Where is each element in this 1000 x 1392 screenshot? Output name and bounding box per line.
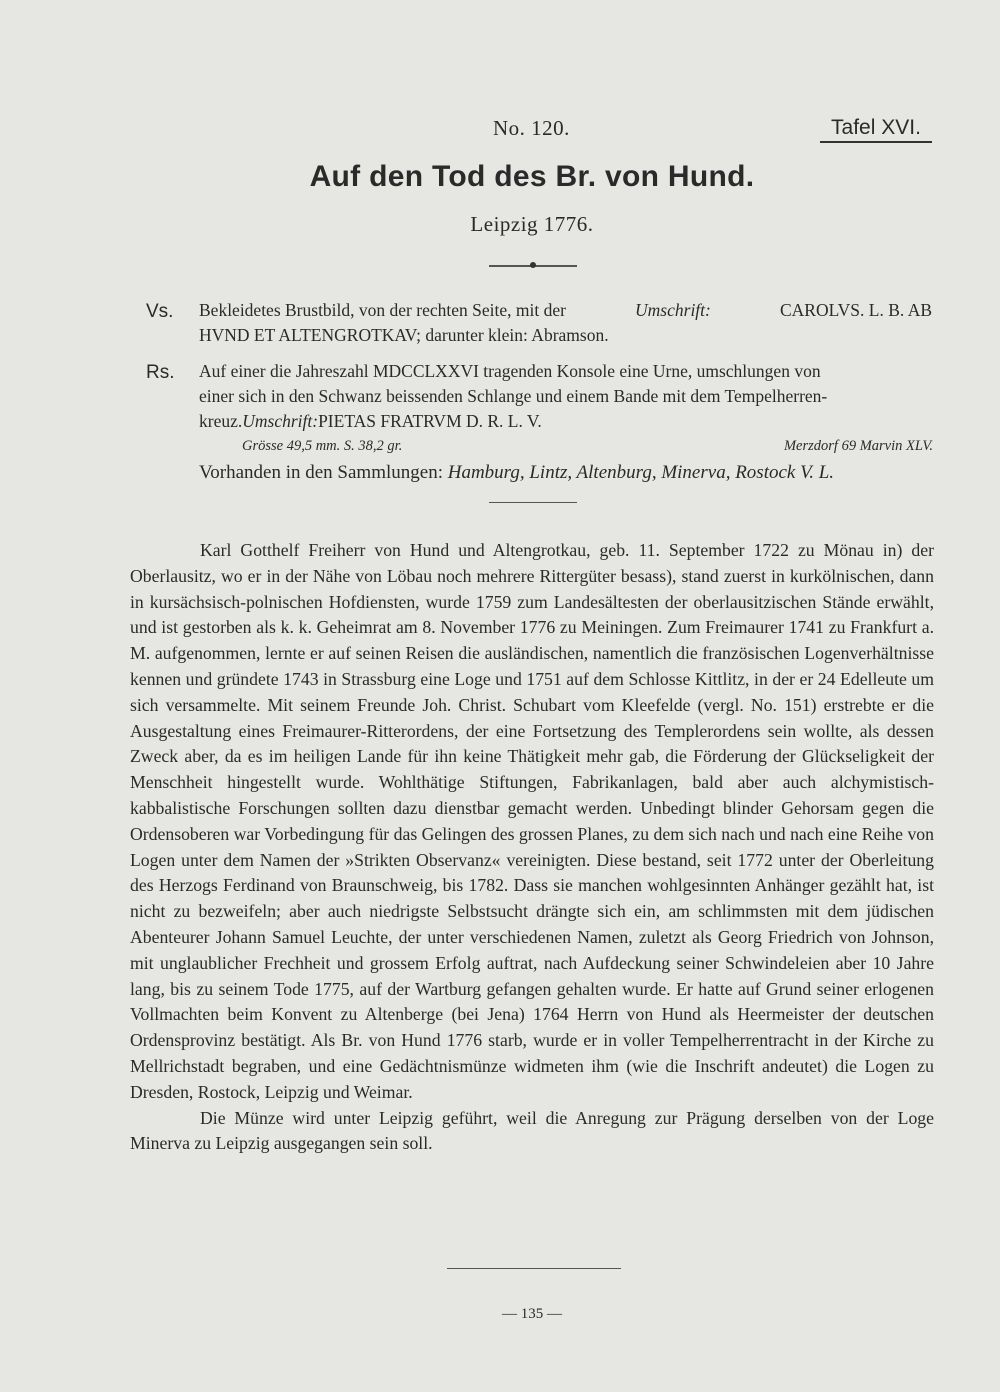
reverse-legend-label: Umschrift: xyxy=(242,411,319,431)
plate-reference: Tafel XVI. xyxy=(820,116,932,143)
reverse-line-3 xyxy=(199,411,542,432)
paragraph-2: Die Münze wird unter Leipzig geführt, weil die Anregung zur Prägung derselben von der Loge Minerva zu Leipzig ausgegangen sein soll. xyxy=(130,1107,934,1154)
reverse-line-2: einer sich in den Schwanz beissenden Schlange und einem Bande mit dem Tempelherren- xyxy=(199,386,828,406)
obverse-label: Vs. xyxy=(146,301,174,322)
collections-list: Hamburg, Lintz, Altenburg, Minerva, Rostock V. L. xyxy=(447,462,835,483)
footer-divider xyxy=(447,1268,621,1269)
obverse-text-b: CAROLVS. L. B. AB xyxy=(779,300,932,320)
section-divider xyxy=(489,502,577,503)
ornament-dot xyxy=(530,262,536,268)
page-number: — 135 — xyxy=(502,1306,562,1322)
catalog-references: Merzdorf 69 Marvin XLV. xyxy=(783,438,933,454)
reverse-text-a: kreuz. xyxy=(199,411,243,431)
page-title: Auf den Tod des Br. von Hund. xyxy=(309,160,755,193)
biography-text xyxy=(130,538,934,1157)
paragraph-1: Karl Gotthelf Freiherr von Hund und Altengrotkau, geb. 11. September 1722 zu Mönau in) der Oberlausitz, wo er in der Nähe von Löbau noch mehrere Rittergüter besass), stand zuerst in kurkölnischen, dann in kursächsisch-polnischen Hofdiensten, wurde 1759 zum Landesältesten der oberlausitzischen Stände erwählt, und ist gestorben als k. k. Geheimrat am 8. November 1776 zu Meiningen. Zum Freimaurer 1741 zu Frankfurt a. M. aufgenommen, lernte er auf seinen Reisen die ausländischen, namentlich die französischen Logenverhältnisse kennen und gründete 1743 in Strassburg eine Loge und 1751 auf dem Schlosse Kittlitz, in der er 24 Edelleute um sich versammelte. Mit seinem Freunde Joh. Christ. Schubart vom Kleefelde (vergl. No. 151) erstrebte er die Ausgestaltung eines Freimaurer-Ritterordens, der eine Fortsetzung des Templerordens sein wollte, als dessen Zweck aber, da es im heiligen Lande für ihn keine Thätigkeit mehr gab, die Förderung der Glückseligkeit der Menschheit hingestellt wurde. Wohlthätige Stiftungen, Fabrikanlagen, bald aber auch alchymistisch-kabbalistische Forschungen sollten dazu dienstbar gemacht werden. Unbedingt blinder Gehorsam gegen die Ordensoberen war Vorbedingung für das Gelingen des grossen Planes, zu dem sich nach und nach eine Reihe von Logen unter dem Namen der »Strikten Observanz« vereinigten. Diese bestand, seit 1772 unter der Oberleitung des Herzogs Ferdinand von Braunschweig, bis 1782. Dass sie manchen wohlgesinnten Anhänger gezählt hat, ist nicht zu bezweifeln; aber auch niedrigste Selbstsucht drängte sich ein, am schlimmsten mit dem jüdischen Abenteurer Johann Samuel Leuchte, der unter verschiedenen Namen, zuletzt als Georg Friedrich von Johnson, mit unglaublicher Frechheit und grossem Erfolg auftrat, nach Aufdeckung seiner Schwindeleien aber 10 Jahre lang, bis zu seinem Tode 1775, auf der Wartburg gefangen gehalten wurde. Er hatte auf Grund seiner erlogenen Vollmachten beim Konvent zu Altenberge (bei Jena) 1764 Herrn von Hund als Heermeister der deutschen Ordensprovinz bestätigt. Als Br. von Hund 1776 starb, wurde er in voller Tempelherrentracht in der Kirche zu Mellrichstadt begraben, und eine Gedächtnismünze widmeten ihm (wie die Inschrift andeutet) die Logen zu Dresden, Rostock, Leipzig und Weimar. xyxy=(130,540,934,1102)
obverse-line-2: HVND ET ALTENGROTKAV; darunter klein: Abramson. xyxy=(199,325,609,345)
obverse-legend-label: Umschrift: xyxy=(635,300,711,320)
obverse-text-a: Bekleidetes Brustbild, von der rechten Seite, mit der xyxy=(199,300,566,320)
entry-number: No. 120. xyxy=(493,116,570,140)
obverse-line-1 xyxy=(199,300,932,321)
collections-line xyxy=(199,462,834,484)
reverse-text-b: PIETAS FRATRVM D. R. L. V. xyxy=(318,411,542,431)
reverse-line-1: Auf einer die Jahreszahl MDCCLXXVI tragenden Konsole eine Urne, umschlungen von xyxy=(199,361,821,381)
reverse-label: Rs. xyxy=(146,362,175,383)
collections-label: Vorhanden in den Sammlungen: xyxy=(199,462,448,483)
size-weight: Grösse 49,5 mm. S. 38,2 gr. xyxy=(242,438,403,454)
place-date: Leipzig 1776. xyxy=(470,212,594,236)
